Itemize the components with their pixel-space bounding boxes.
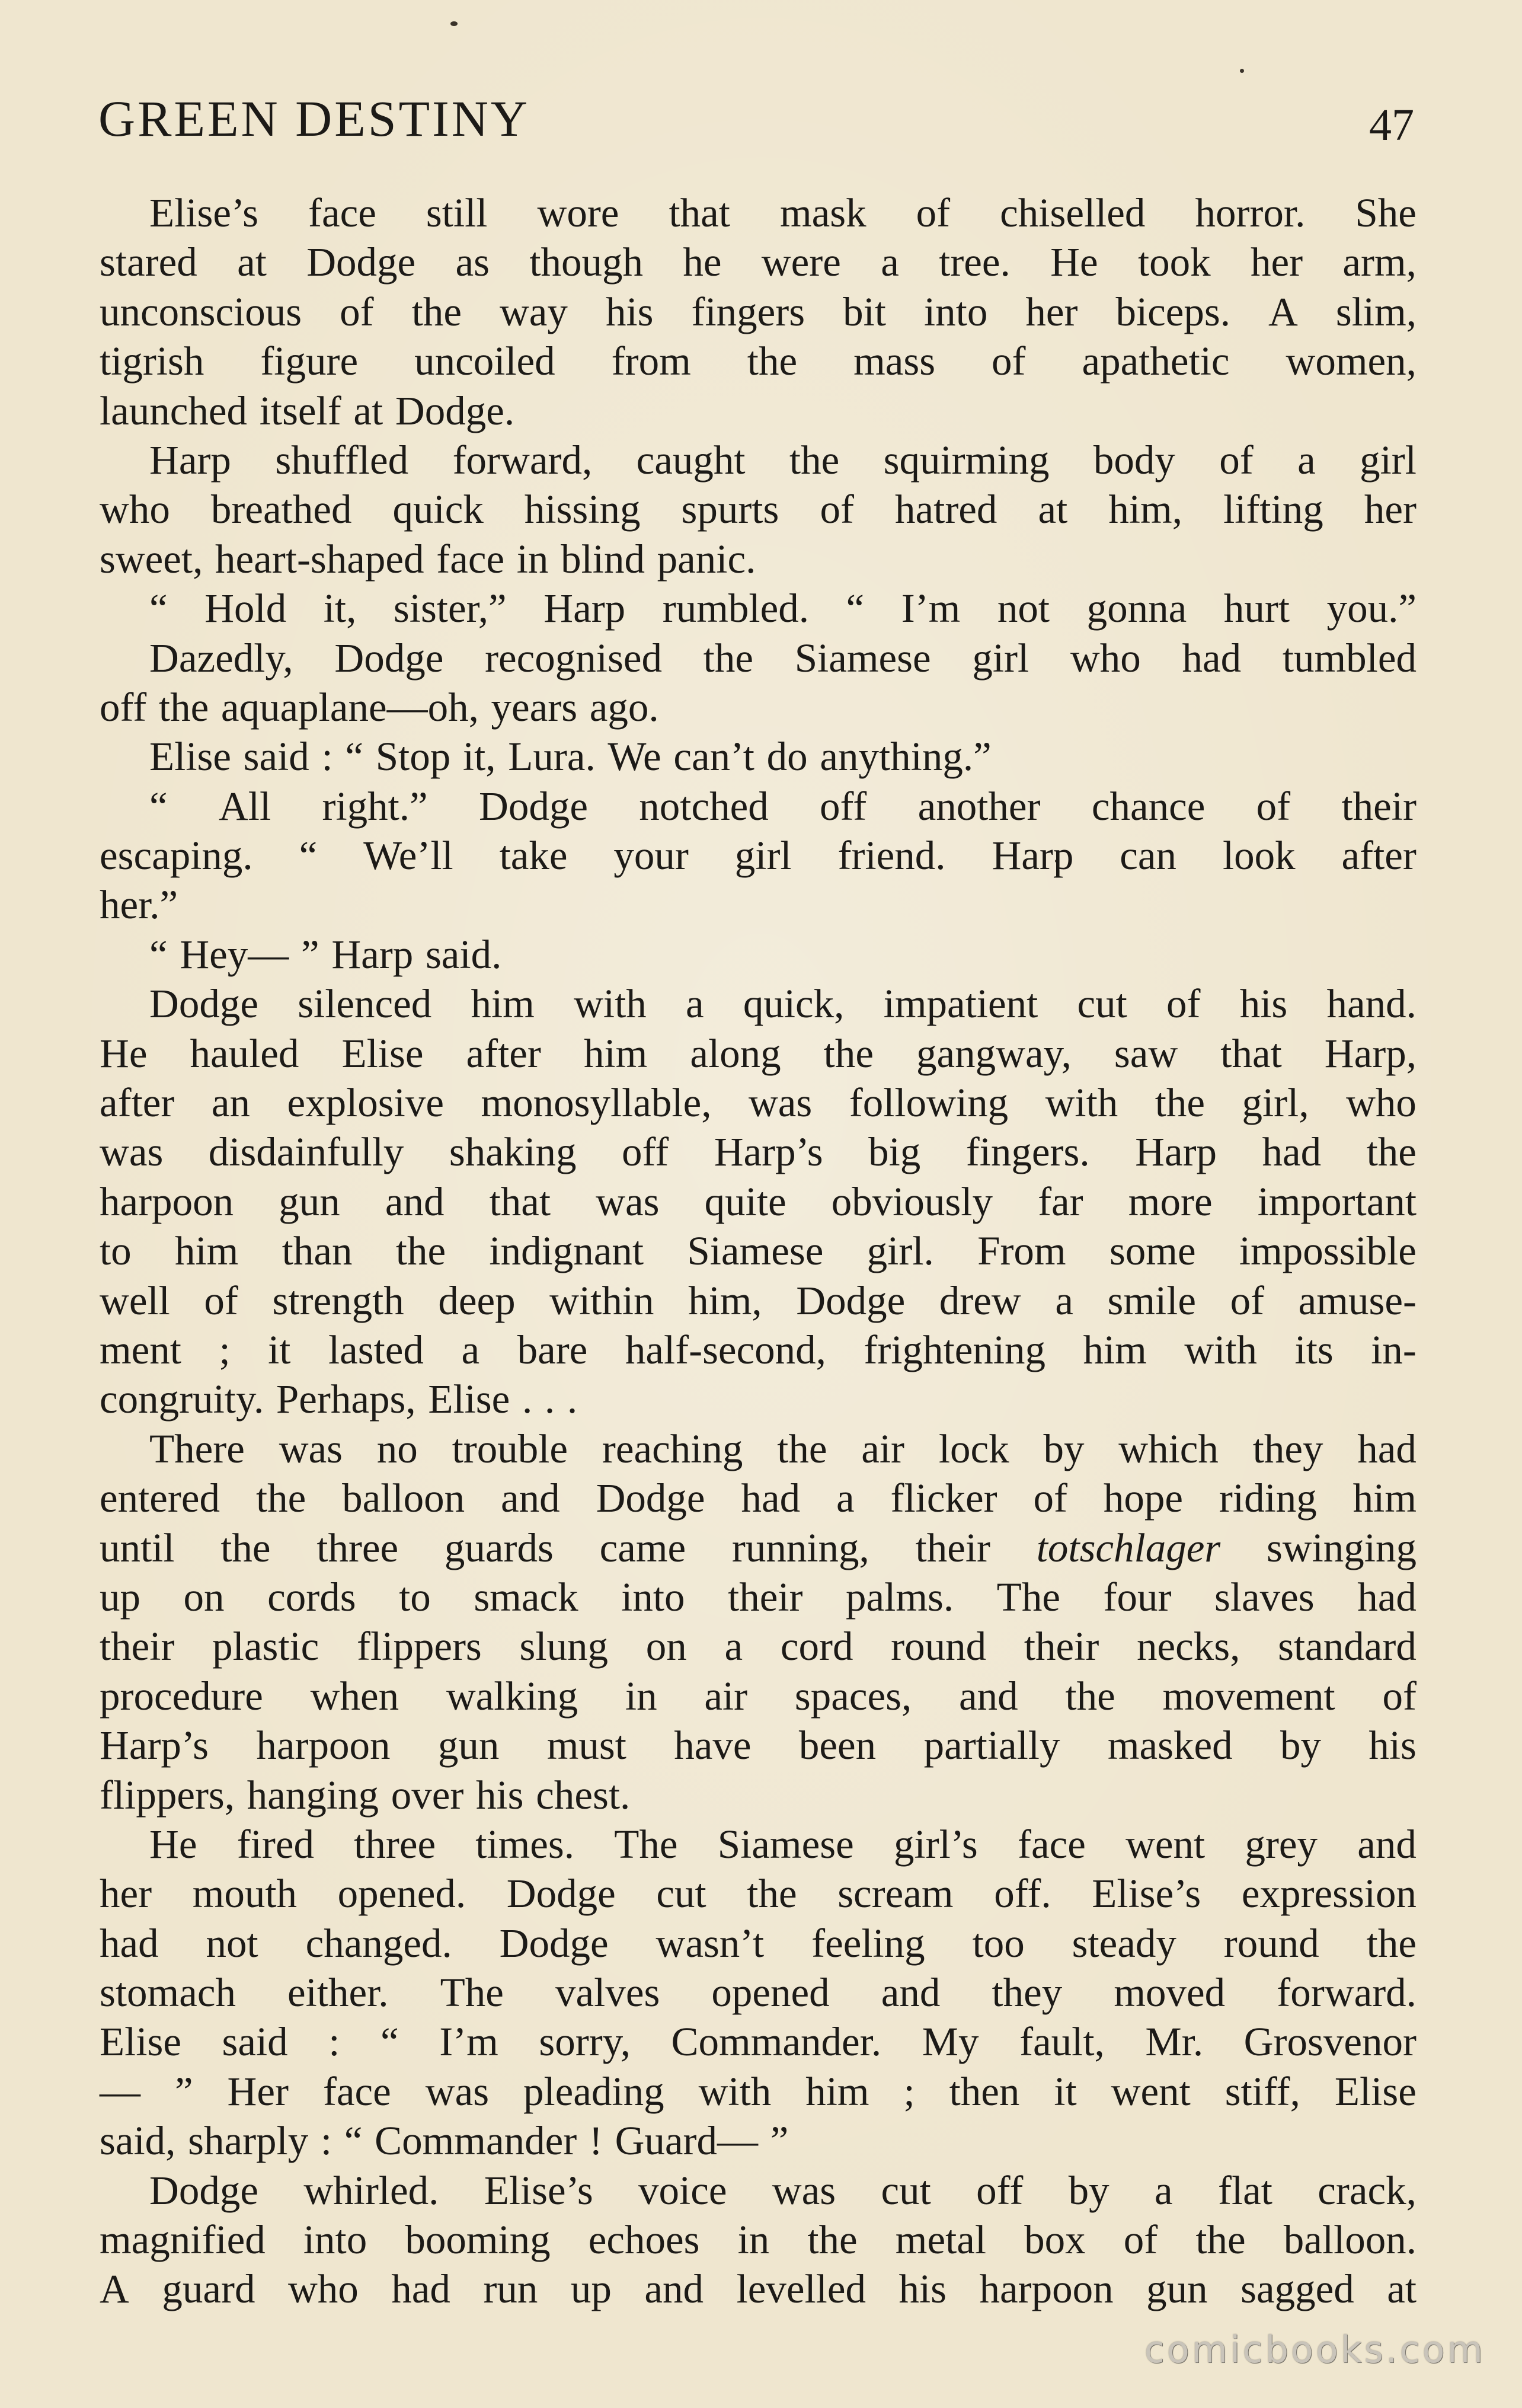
text-line: Dodge whirled. Elise’s voice was cut off by a flat crack, — [149, 2167, 1417, 2213]
text-line: Harp’s harpoon gun must have been partially masked by his — [100, 1723, 1417, 1768]
ink-speck — [1240, 69, 1244, 73]
text-line: Elise said : “ I’m sorry, Commander. My fault, Mr. Grosvenor — [100, 2019, 1417, 2065]
text-line: well of strength deep within him, Dodge drew a smile of amuse- — [100, 1278, 1417, 1323]
text-line: unconscious of the way his fingers bit into her biceps. A slim, — [100, 289, 1417, 334]
ink-speck — [450, 21, 458, 26]
text-line: A guard who had run up and levelled his harpoon gun sagged at — [100, 2266, 1417, 2312]
text-line: congruity. Perhaps, Elise . . . — [100, 1377, 578, 1422]
running-head — [98, 89, 1414, 154]
text-line: Dodge silenced him with a quick, impatient cut of his hand. — [149, 981, 1417, 1027]
text-line: Dazedly, Dodge recognised the Siamese girl who had tumbled — [149, 635, 1417, 681]
text-line: tigrish figure uncoiled from the mass of apathetic women, — [100, 338, 1417, 384]
text-line: “ Hold it, sister,” Harp rumbled. “ I’m not gonna hurt you.” — [149, 586, 1417, 631]
text-line: ment ; it lasted a bare half-second, frightening him with its in- — [100, 1327, 1417, 1372]
body-text — [100, 189, 1417, 2314]
text-line: their plastic flippers slung on a cord round their necks, standard — [100, 1624, 1417, 1669]
text-line: stomach either. The valves opened and they moved forward. — [100, 1970, 1417, 2016]
text-line: until the three guards came running, their totschlager swinging — [100, 1525, 1417, 1570]
text-line: harpoon gun and that was quite obviously far more important — [100, 1179, 1417, 1224]
text-line: stared at Dodge as though he were a tree. He took her arm, — [100, 239, 1417, 285]
text-line: her.” — [100, 882, 178, 928]
text-line: magnified into booming echoes in the metal box of the balloon. — [100, 2217, 1417, 2263]
text-line: launched itself at Dodge. — [100, 388, 515, 433]
page-number: 47 — [1369, 100, 1414, 150]
text-line: procedure when walking in air spaces, and the movement of — [100, 1673, 1417, 1719]
text-line: He fired three times. The Siamese girl’s face went grey and — [149, 1821, 1417, 1867]
watermark-logo: comicbooks.com — [1144, 2328, 1485, 2371]
text-line: her mouth opened. Dodge cut the scream off. Elise’s expression — [100, 1871, 1417, 1917]
text-line: “ Hey— ” Harp said. — [149, 931, 502, 977]
text-line: flippers, hanging over his chest. — [100, 1772, 631, 1818]
text-line: Elise’s face still wore that mask of chiselled horror. She — [149, 190, 1417, 235]
text-line: Elise said : “ Stop it, Lura. We can’t do anything.” — [149, 734, 992, 780]
text-line: He hauled Elise after him along the gangway, saw that Harp, — [100, 1030, 1417, 1076]
running-title: GREEN DESTINY — [98, 90, 530, 147]
text-line: had not changed. Dodge wasn’t feeling too steady round the — [100, 1920, 1417, 1966]
text-line: “ All right.” Dodge notched off another chance of their — [149, 783, 1417, 829]
text-line: — ” Her face was pleading with him ; then it went stiff, Elise — [100, 2068, 1417, 2114]
text-line: entered the balloon and Dodge had a flicker of hope riding him — [100, 1476, 1417, 1521]
text-line: up on cords to smack into their palms. The four slaves had — [100, 1574, 1417, 1620]
text-line: who breathed quick hissing spurts of hatred at him, lifting her — [100, 487, 1417, 532]
text-line: Harp shuffled forward, caught the squirming body of a girl — [149, 437, 1417, 483]
text-line: after an explosive monosyllable, was following with the girl, who — [100, 1080, 1417, 1126]
text-line: to him than the indignant Siamese girl. From some impossible — [100, 1228, 1417, 1274]
text-line: There was no trouble reaching the air lock by which they had — [149, 1426, 1417, 1471]
text-line: was disdainfully shaking off Harp’s big fingers. Harp had the — [100, 1129, 1417, 1175]
text-line: sweet, heart-shaped face in blind panic. — [100, 536, 756, 582]
text-line: off the aquaplane—oh, years ago. — [100, 684, 659, 730]
text-line: said, sharply : “ Commander ! Guard— ” — [100, 2118, 789, 2164]
text-line: escaping. “ We’ll take your girl friend. Harp can look after — [100, 833, 1417, 879]
